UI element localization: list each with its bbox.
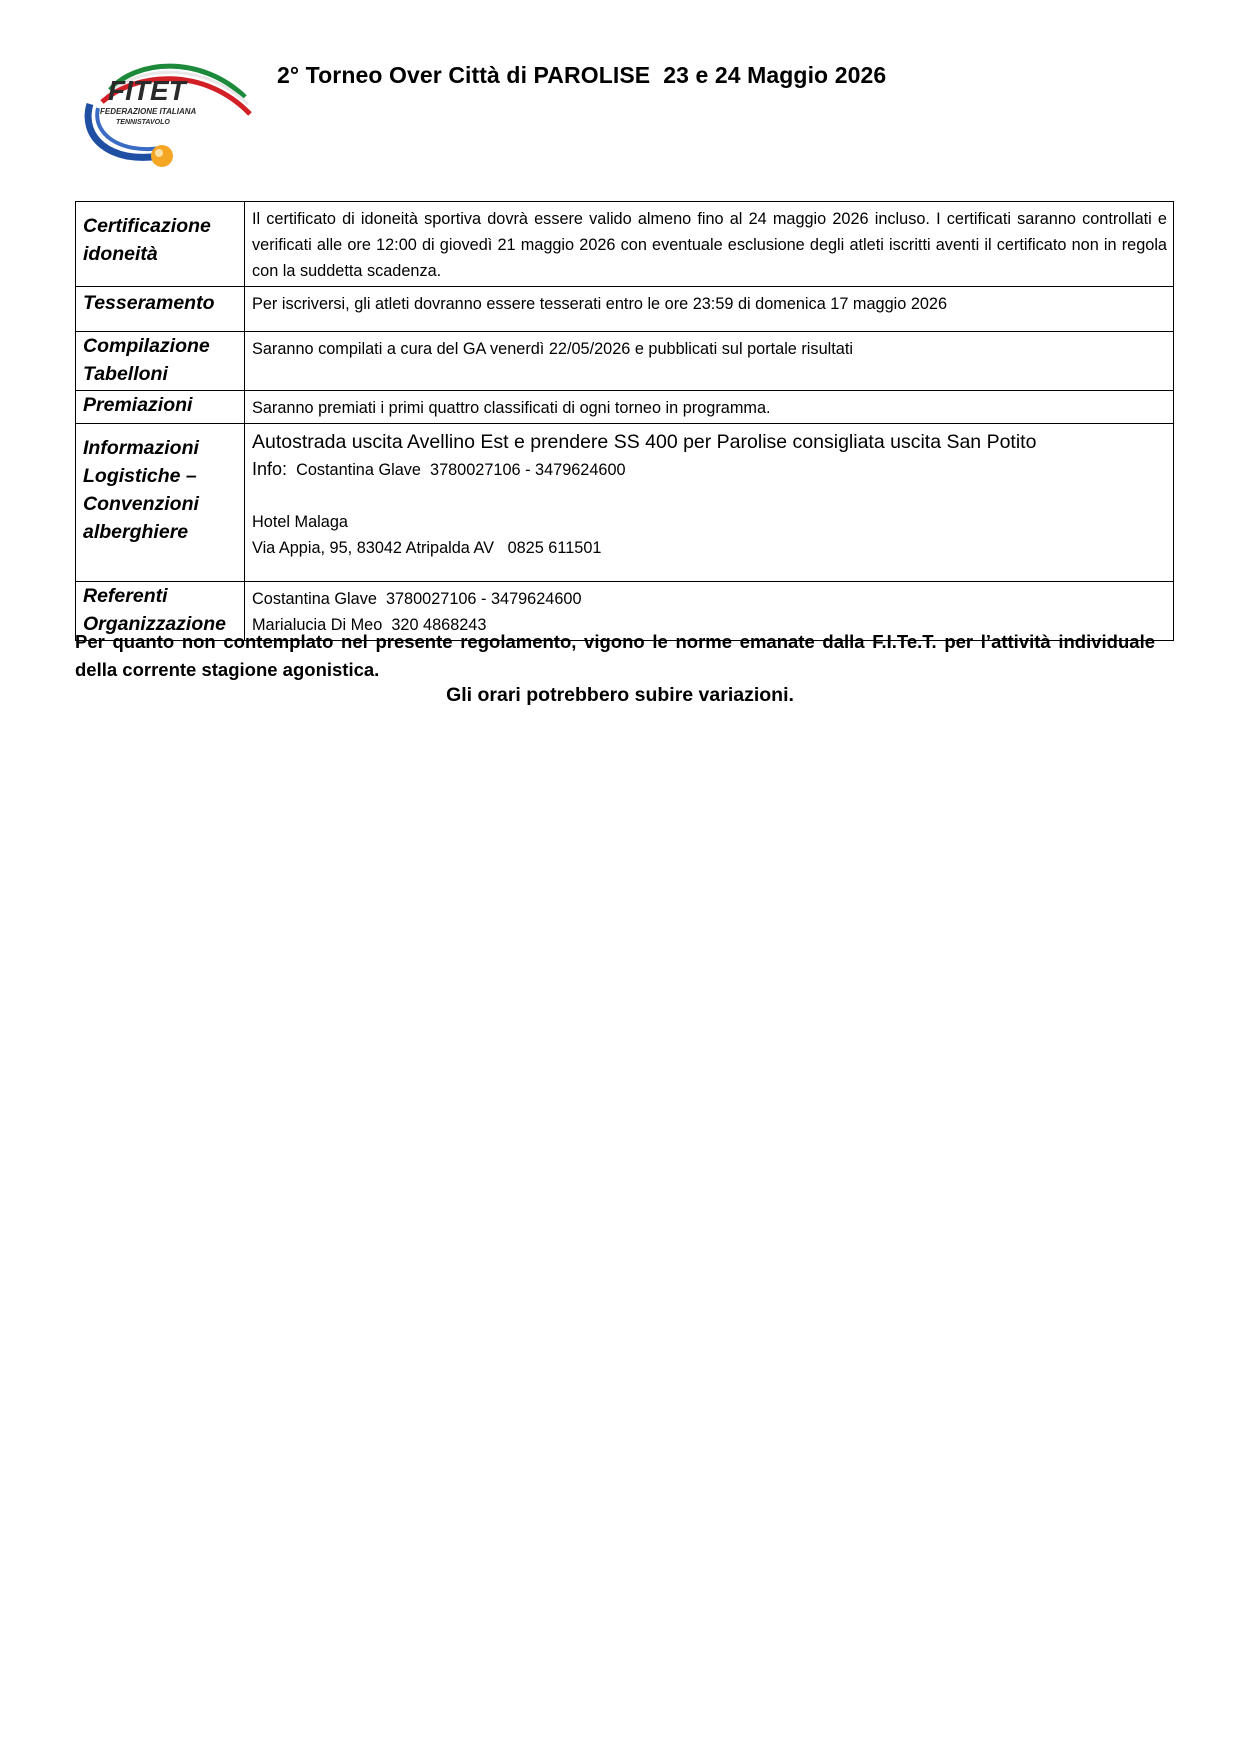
svg-text:FITET: FITET — [108, 75, 186, 106]
fitet-logo-icon — [80, 52, 255, 172]
directions-text: Autostrada uscita Avellino Est e prendere SS 400 per Parolise consigliata uscita San Potito — [252, 431, 1037, 453]
hotel-address: Via Appia, 95, 83042 Atripalda AV 0825 611501 — [252, 539, 602, 557]
page-title: 2° Torneo Over Città di PAROLISE 23 e 24 Maggio 2026 — [277, 62, 887, 88]
row-value — [245, 424, 1174, 582]
row-label: Tesseramento — [76, 287, 245, 332]
footer-text: Per quanto non contemplato nel presente regolamento, vigono le norme emanate dalla F.I.Te.T. per l’attività individuale della corrente stagione agonistica. — [75, 631, 1155, 680]
row-value: Saranno premiati i primi quattro classificati di ogni torneo in programma. — [245, 391, 1174, 424]
row-value: Per iscriversi, gli atleti dovranno essere tesserati entro le ore 23:59 di domenica 17 maggio 2026 — [245, 287, 1174, 332]
hotel-name: Hotel Malaga — [252, 513, 348, 531]
row-label: Compilazione Tabelloni — [76, 332, 245, 391]
schedule-note: Gli orari potrebbero subire variazioni. — [446, 684, 794, 706]
row-label: Referenti Organizzazione — [76, 582, 245, 641]
info-contact: Costantina Glave 3780027106 - 3479624600 — [287, 461, 626, 479]
table-row-premiazioni — [76, 391, 1174, 424]
row-label: Premiazioni — [76, 391, 245, 424]
table-row-tesseramento — [76, 287, 1174, 332]
svg-text:FEDERAZIONE ITALIANA: FEDERAZIONE ITALIANA — [100, 107, 197, 116]
row-value: Saranno compilati a cura del GA venerdì 22/05/2026 e pubblicati sul portale risultati — [245, 332, 1174, 391]
info-line — [252, 456, 1167, 483]
regulations-table — [75, 201, 1174, 641]
fitet-logo — [80, 52, 255, 172]
info-prefix: Info: — [252, 459, 288, 479]
row-label: Certificazione idoneità — [76, 202, 245, 287]
row-value: Il certificato di idoneità sportiva dovrà essere valido almeno fino al 24 maggio 2026 incluso. I certificati saranno controllati e verificati alle ore 12:00 di giovedì 21 maggio 2026 con eventuale esclusione degli atleti iscritti aventi il certificato non in regola con la suddetta scadenza. — [245, 202, 1174, 287]
row-value: Costantina Glave 3780027106 - 3479624600 Marialucia Di Meo 320 4868243 — [245, 582, 1174, 641]
table-row-informazioni — [76, 424, 1174, 582]
table-row-compilazione — [76, 332, 1174, 391]
svg-text:TENNISTAVOLO: TENNISTAVOLO — [116, 119, 170, 126]
table-row-certificazione — [76, 202, 1174, 287]
row-label: Informazioni Logistiche – Convenzioni alberghiere — [76, 424, 245, 582]
